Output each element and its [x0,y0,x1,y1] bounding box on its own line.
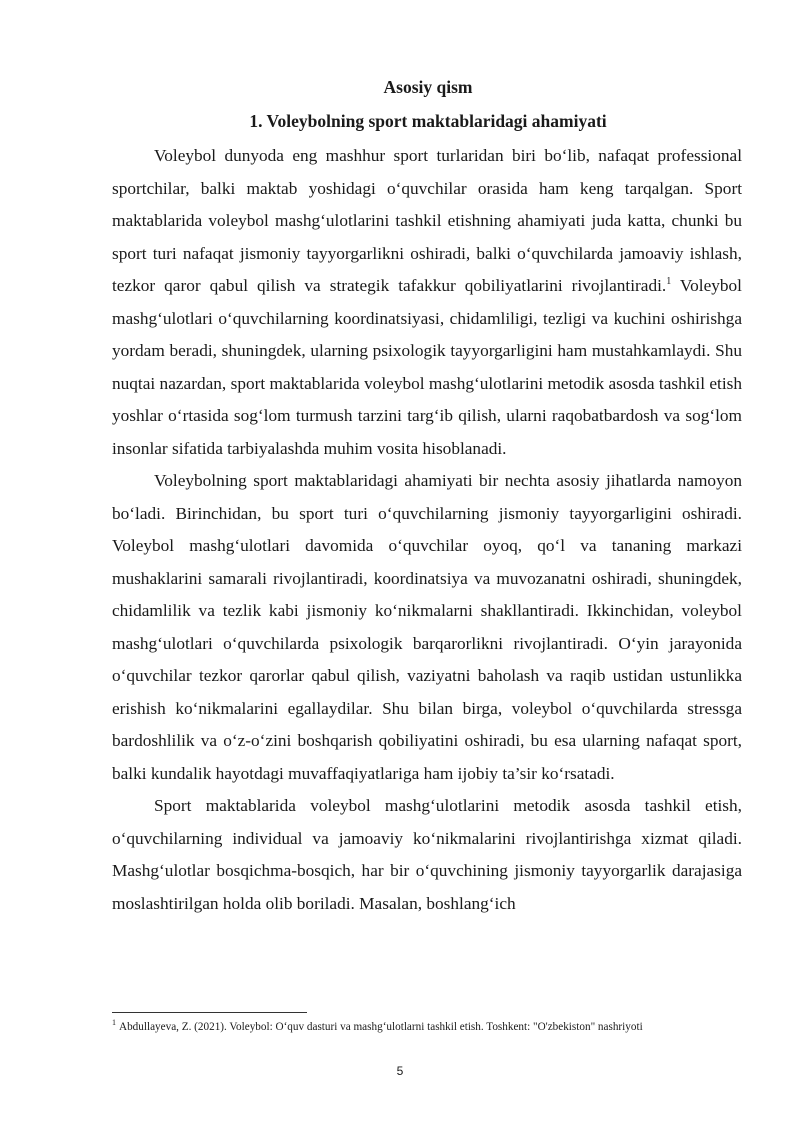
footnote-reference[interactable]: 1 [666,276,672,288]
section-heading: Asosiy qism [383,77,473,97]
footnote-text: Abdullayeva, Z. (2021). Voleybol: O‘quv dasturi va mashg‘ulotlarni tashkil etish. Toshkent: "O'zbekiston" nashriyoti [119,1021,643,1033]
body-text [112,140,742,920]
footnote [112,1019,742,1036]
paragraph-1-part-b: Voleybol mashg‘ulotlari o‘quvchilarning koordinatsiyasi, chidamliligi, tezligi va kuchini oshirishga yordam beradi, shuningdek, ularning psixologik tayyorgarligini ham mustahkamlaydi. Shu nuqtai nazardan, sport maktablarida voleybol mashg‘ulotlarini metodik asosda tashkil etish yoshlar o‘rtasida sog‘lom turmush tarzini targ‘ib qilish, ularni raqobatbardosh va sog‘lom insonlar sifatida tarbiyalashda muhim vosita hisoblanadi. [112,276,742,458]
footnote-mark: 1 [112,1018,116,1028]
paragraph-2: Voleybolning sport maktablaridagi ahamiyati bir nechta asosiy jihatlarda namoyon bo‘ladi. Birinchidan, bu sport turi o‘quvchilarning jismoniy tayyorgarligini oshiradi. Voleybol mashg‘ulotlari davomida o‘quvchilar oyoq, qo‘l va tananing markazi mushaklarini samarali rivojlantiradi, koordinatsiya va muvozanatni oshiradi, shuningdek, chidamlilik va tezlik kabi jismoniy ko‘nikmalarni shakllantiradi. Ikkinchidan, voleybol mashg‘ulotlari o‘quvchilarda psixologik barqarorlikni rivojlantiradi. O‘yin jarayonida o‘quvchilar tezkor qarorlar qabul qilish, vaziyatni baholash va raqib ustidan ustunlikka erishish ko‘nikmalarini egallaydilar. Shu bilan birga, voleybol o‘quvchilarda stressga bardoshlilik va o‘z-o‘zini boshqarish qobiliyatini oshiradi, bu esa ularning nafaqat sport, balki kundalik hayotdagi muvaffaqiyatlariga ham ijobiy ta’sir ko‘rsatadi. [112,471,742,783]
footnote-divider [112,1012,307,1013]
page-number: 5 [396,1064,404,1078]
paragraph-1 [112,140,742,465]
chapter-heading: 1. Voleybolning sport maktablaridagi ahamiyati [249,111,607,131]
paragraph-3: Sport maktablarida voleybol mashg‘ulotlarini metodik asosda tashkil etish, o‘quvchilarning individual va jamoaviy ko‘nikmalarini rivojlantirishga xizmat qiladi. Mashg‘ulotlar bosqichma-bosqich, har bir o‘quvchining jismoniy tayyorgarlik darajasiga moslashtirilgan holda olib boriladi. Masalan, boshlang‘ich [112,796,742,913]
paragraph-1-part-a: Voleybol dunyoda eng mashhur sport turlaridan biri bo‘lib, nafaqat professional sportchilar, balki maktab yoshidagi o‘quvchilar orasida ham keng tarqalgan. Sport maktablarida voleybol mashg‘ulotlarini tashkil etishning ahamiyati juda katta, chunki bu sport turi nafaqat jismoniy tayyorgarlikni oshiradi, balki o‘quvchilarda jamoaviy ishlash, tezkor qaror qabul qilish va strategik tafakkur qobiliyatlarini rivojlantiradi. [112,146,742,295]
